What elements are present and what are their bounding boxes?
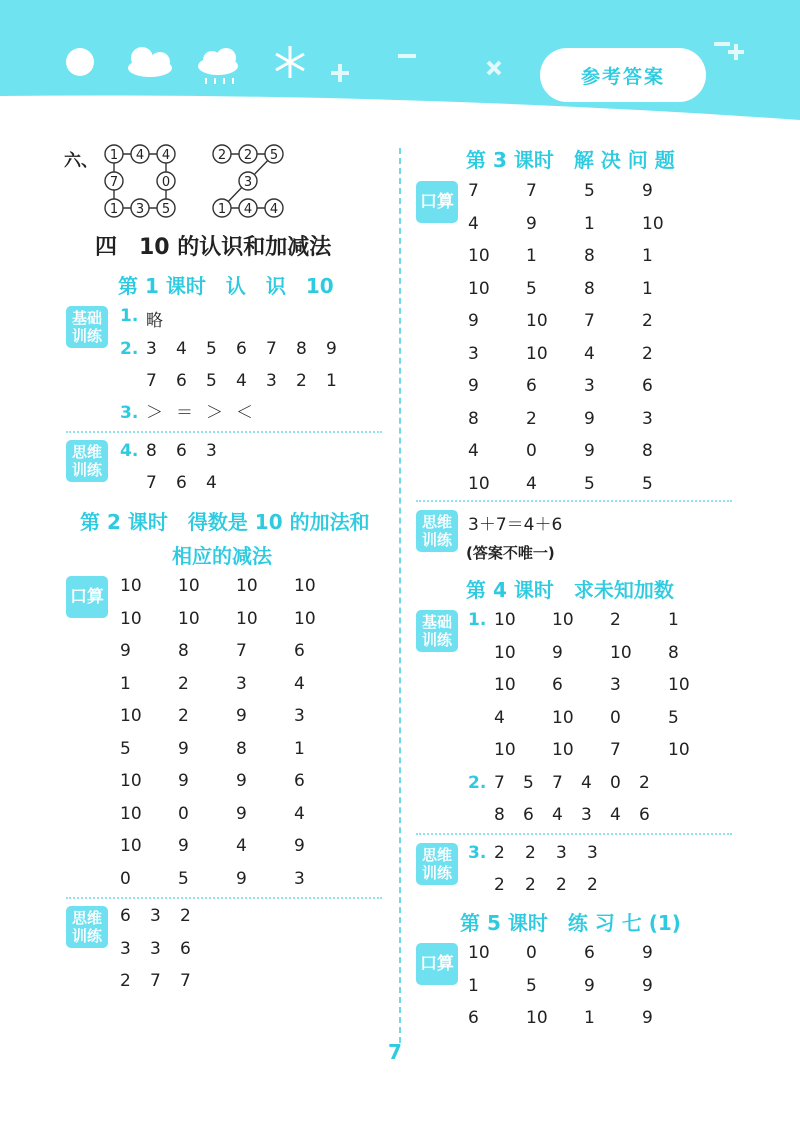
answer-value: 10 bbox=[120, 836, 142, 856]
answer-value: 0 bbox=[178, 803, 189, 824]
answer-value: 6 bbox=[176, 473, 187, 493]
answer-text: 略 bbox=[146, 311, 163, 331]
answer-value: 9 bbox=[468, 376, 479, 396]
answer-value: 2 bbox=[526, 408, 537, 429]
answer-value: 7 bbox=[236, 641, 247, 661]
answer-value: 3 bbox=[120, 938, 131, 959]
answer-value: 0 bbox=[610, 773, 621, 793]
answer-value: 4 bbox=[176, 339, 187, 359]
answer-value: 5 bbox=[120, 738, 131, 759]
answer-value: 8 bbox=[468, 408, 479, 429]
answer-value: 7 bbox=[150, 971, 161, 991]
tag-thinking-training: 思维 训练 bbox=[66, 906, 108, 948]
answer-value: 9 bbox=[294, 836, 305, 856]
answer-value: 10 bbox=[120, 771, 142, 791]
answer-value: 2 bbox=[556, 875, 567, 895]
answer-value: 10 bbox=[526, 343, 548, 364]
answer-value: 4 bbox=[294, 803, 305, 824]
answer-value: 3 bbox=[468, 343, 479, 364]
answer-value: 4 bbox=[610, 805, 621, 825]
answer-value: 3 bbox=[556, 843, 567, 863]
answer-value: 2 bbox=[178, 673, 189, 694]
answer-value: 4 bbox=[494, 707, 505, 728]
answer-value: 9 bbox=[642, 943, 653, 963]
answer-value: 8 bbox=[668, 642, 679, 663]
answer-value: 2 bbox=[639, 773, 650, 793]
answer-value: 9 bbox=[642, 181, 653, 201]
answer-value: 6 bbox=[236, 339, 247, 359]
answer-value: 9 bbox=[236, 868, 247, 889]
answer-value: 10 bbox=[120, 706, 142, 726]
answer-value: 6 bbox=[552, 675, 563, 695]
answer-value: 10 bbox=[120, 576, 142, 596]
answer-value: 9 bbox=[584, 408, 595, 429]
lesson-2-title-line2: 相应的减法 bbox=[172, 544, 272, 568]
answer-value: 4 bbox=[236, 836, 247, 856]
answer-value: 1 bbox=[468, 975, 479, 996]
answer-value: 7 bbox=[266, 339, 277, 359]
answer-value: 10 bbox=[668, 740, 690, 760]
answer-value: 8 bbox=[146, 441, 157, 461]
answer-value: 3 bbox=[150, 906, 161, 926]
answer-value: 10 bbox=[552, 610, 574, 630]
answer-value: 6 bbox=[176, 441, 187, 461]
tag-oral-calc: 口算 bbox=[416, 943, 458, 985]
answer-value: 6 bbox=[639, 805, 650, 825]
lesson-4-title: 第 4 课时 求未知加数 bbox=[466, 578, 674, 602]
answer-value: 2 bbox=[587, 875, 598, 895]
answer-value: 4 bbox=[468, 441, 479, 461]
answer-value: 9 bbox=[526, 213, 537, 234]
answer-value: 6 bbox=[120, 906, 131, 926]
answer-value: 9 bbox=[642, 1008, 653, 1028]
answer-value: 5 bbox=[206, 339, 217, 359]
answer-value: 10 bbox=[120, 803, 142, 824]
tag-basic-training: 基础 训练 bbox=[66, 306, 108, 348]
answer-value: 9 bbox=[584, 441, 595, 461]
answer-value: 4 bbox=[581, 773, 592, 793]
tag-thinking-training: 思维 训练 bbox=[416, 510, 458, 552]
answer-value: ＝ bbox=[176, 403, 193, 423]
answer-value: 2 bbox=[525, 843, 536, 863]
answer-value: 3 bbox=[150, 938, 161, 959]
answer-value: 4 bbox=[294, 673, 305, 694]
sun-icon bbox=[66, 48, 94, 76]
answer-value: 9 bbox=[120, 641, 131, 661]
diagram1-cell: 3 bbox=[135, 202, 145, 217]
answer-value: 3 bbox=[581, 805, 592, 825]
diagram2-cell: 4 bbox=[243, 202, 253, 217]
answer-value: 9 bbox=[178, 836, 189, 856]
chapter-title: 四 10 的认识和加减法 bbox=[95, 235, 332, 260]
answer-value: 10 bbox=[552, 707, 574, 728]
answer-value: 10 bbox=[468, 278, 490, 299]
question-number: 2. bbox=[120, 339, 139, 359]
diagram2-cell: 4 bbox=[269, 202, 279, 217]
answer-value: 3 bbox=[146, 339, 157, 359]
answer-value: 2 bbox=[120, 971, 131, 991]
answer-value: 1 bbox=[668, 610, 679, 630]
answer-value: 10 bbox=[468, 246, 490, 266]
answer-value: 2 bbox=[494, 875, 505, 895]
answer-value: 10 bbox=[120, 608, 142, 629]
answer-value: 9 bbox=[584, 975, 595, 996]
answer-value: 10 bbox=[178, 608, 200, 629]
answer-value: 5 bbox=[668, 707, 679, 728]
diagram1-cell: 1 bbox=[109, 202, 119, 217]
answer-value: 3 bbox=[584, 376, 595, 396]
answer-value: 9 bbox=[552, 642, 563, 663]
answer-value: 5 bbox=[178, 868, 189, 889]
answer-value: 6 bbox=[526, 376, 537, 396]
diagram2-cell: 2 bbox=[217, 148, 227, 163]
diagram2-cell: 2 bbox=[243, 148, 253, 163]
answer-value: 9 bbox=[642, 975, 653, 996]
answer-value: 5 bbox=[584, 181, 595, 201]
answer-value: 5 bbox=[584, 473, 595, 494]
diagram2-cell: 1 bbox=[217, 202, 227, 217]
answer-value: 8 bbox=[236, 738, 247, 759]
answer-value: 3 bbox=[294, 868, 305, 889]
answer-value: 1 bbox=[326, 371, 337, 391]
answer-value: 10 bbox=[494, 610, 516, 630]
answer-value: 8 bbox=[642, 441, 653, 461]
answer-note: (答案不唯一) bbox=[466, 544, 555, 562]
answer-value: 6 bbox=[523, 805, 534, 825]
lesson-3-title: 第 3 课时 解 决 问 题 bbox=[466, 148, 675, 172]
column-divider bbox=[399, 148, 401, 1043]
answer-value: 9 bbox=[236, 803, 247, 824]
diagram1-cell: 4 bbox=[135, 148, 145, 163]
answer-value: 0 bbox=[610, 707, 621, 728]
answer-value: 10 bbox=[610, 642, 632, 663]
answer-value: 1 bbox=[642, 246, 653, 266]
answer-value: 10 bbox=[552, 740, 574, 760]
answer-value: 2 bbox=[642, 343, 653, 364]
section-separator bbox=[416, 833, 732, 835]
answer-value: 6 bbox=[584, 943, 595, 963]
answer-value: 0 bbox=[120, 868, 131, 889]
diagram1-cell: 4 bbox=[161, 148, 171, 163]
answer-value: 9 bbox=[468, 311, 479, 331]
answer-value: 2 bbox=[610, 610, 621, 630]
answer-value: 7 bbox=[610, 740, 621, 760]
answer-value: 10 bbox=[294, 608, 316, 629]
answer-value: 7 bbox=[526, 181, 537, 201]
answer-value: 5 bbox=[526, 975, 537, 996]
answer-value: 1 bbox=[526, 246, 537, 266]
section-separator bbox=[66, 897, 382, 899]
answer-value: 3 bbox=[206, 441, 217, 461]
tag-oral-calc: 口算 bbox=[66, 576, 108, 618]
question-number: 4. bbox=[120, 441, 139, 461]
answer-badge: 参考答案 bbox=[540, 48, 706, 102]
answer-value: 3 bbox=[236, 673, 247, 694]
answer-value: 8 bbox=[584, 278, 595, 299]
answer-value: 2 bbox=[642, 311, 653, 331]
diagram1-cell: 5 bbox=[161, 202, 171, 217]
answer-value: ＞ bbox=[146, 403, 163, 423]
answer-value: 0 bbox=[526, 943, 537, 963]
equation-answer: 3＋7＝4＋6 bbox=[468, 515, 563, 535]
diagram2-cell: 3 bbox=[243, 175, 253, 190]
answer-value: 2 bbox=[525, 875, 536, 895]
section-six-label: 六、 bbox=[64, 151, 98, 171]
question-number: 1. bbox=[120, 306, 139, 326]
answer-value: 10 bbox=[494, 642, 516, 663]
answer-value: 6 bbox=[294, 771, 305, 791]
answer-value: 5 bbox=[526, 278, 537, 299]
answer-value: 3 bbox=[294, 706, 305, 726]
question-number: 3. bbox=[468, 843, 487, 863]
tag-oral-calc: 口算 bbox=[416, 181, 458, 223]
answer-value: 10 bbox=[468, 473, 490, 494]
answer-value: 10 bbox=[468, 943, 490, 963]
answer-value: 6 bbox=[176, 371, 187, 391]
section-separator bbox=[66, 431, 382, 433]
answer-value: 10 bbox=[294, 576, 316, 596]
answer-value: 3 bbox=[642, 408, 653, 429]
answer-value: 9 bbox=[178, 738, 189, 759]
answer-value: 10 bbox=[526, 311, 548, 331]
answer-value: 10 bbox=[494, 740, 516, 760]
lesson-5-title: 第 5 课时 练 习 七 (1) bbox=[460, 911, 681, 935]
answer-value: 9 bbox=[236, 706, 247, 726]
answer-value: 10 bbox=[494, 675, 516, 695]
answer-value: 7 bbox=[180, 971, 191, 991]
answer-value: 1 bbox=[120, 673, 131, 694]
question-number: 2. bbox=[468, 773, 487, 793]
answer-value: 6 bbox=[180, 938, 191, 959]
answer-value: 5 bbox=[642, 473, 653, 494]
answer-value: 7 bbox=[146, 371, 157, 391]
tag-thinking-training: 思维 训练 bbox=[66, 440, 108, 482]
answer-value: 1 bbox=[584, 213, 595, 234]
lesson-2-title: 第 2 课时 得数是 10 的加法和 bbox=[80, 510, 370, 534]
answer-value: 4 bbox=[236, 371, 247, 391]
answer-value: 7 bbox=[552, 773, 563, 793]
answer-value: 3 bbox=[610, 675, 621, 695]
answer-value: 2 bbox=[180, 906, 191, 926]
answer-value: 7 bbox=[468, 181, 479, 201]
answer-value: 4 bbox=[526, 473, 537, 494]
answer-value: 10 bbox=[236, 608, 258, 629]
answer-value: 4 bbox=[206, 473, 217, 493]
answer-value: ＞ bbox=[206, 403, 223, 423]
number-diagram-1 bbox=[100, 142, 180, 222]
answer-value: 1 bbox=[642, 278, 653, 299]
diagram1-cell: 1 bbox=[109, 148, 119, 163]
answer-value: 2 bbox=[494, 843, 505, 863]
answer-value: 10 bbox=[236, 576, 258, 596]
diagram2-cell: 5 bbox=[269, 148, 279, 163]
answer-value: 2 bbox=[178, 706, 189, 726]
answer-value: 8 bbox=[296, 339, 307, 359]
answer-value: 5 bbox=[523, 773, 534, 793]
answer-value: 4 bbox=[552, 805, 563, 825]
answer-value: 9 bbox=[178, 771, 189, 791]
answer-value: 6 bbox=[294, 641, 305, 661]
answer-value: 6 bbox=[468, 1008, 479, 1028]
tag-thinking-training: 思维 训练 bbox=[416, 843, 458, 885]
answer-value: 10 bbox=[642, 213, 664, 234]
answer-value: ＜ bbox=[236, 403, 253, 423]
answer-value: 5 bbox=[206, 371, 217, 391]
answer-value: 1 bbox=[584, 1008, 595, 1028]
lesson-1-title: 第 1 课时 认 识 10 bbox=[118, 274, 334, 298]
answer-value: 10 bbox=[526, 1008, 548, 1028]
answer-value: 8 bbox=[584, 246, 595, 266]
answer-value: 7 bbox=[584, 311, 595, 331]
question-number: 1. bbox=[468, 610, 487, 630]
answer-value: 9 bbox=[326, 339, 337, 359]
answer-value: 7 bbox=[146, 473, 157, 493]
answer-value: 4 bbox=[468, 213, 479, 234]
answer-value: 9 bbox=[236, 771, 247, 791]
answer-value: 4 bbox=[584, 343, 595, 364]
answer-value: 3 bbox=[587, 843, 598, 863]
answer-value: 7 bbox=[494, 773, 505, 793]
number-diagram-2 bbox=[208, 142, 288, 222]
answer-value: 2 bbox=[296, 371, 307, 391]
answer-value: 10 bbox=[668, 675, 690, 695]
answer-value: 8 bbox=[178, 641, 189, 661]
answer-value: 0 bbox=[526, 441, 537, 461]
diagram1-cell: 0 bbox=[161, 175, 171, 190]
answer-value: 1 bbox=[294, 738, 305, 759]
page-number: 7 bbox=[388, 1040, 402, 1064]
answer-value: 6 bbox=[642, 376, 653, 396]
answer-value: 3 bbox=[266, 371, 277, 391]
section-separator bbox=[416, 500, 732, 502]
answer-value: 10 bbox=[178, 576, 200, 596]
answer-value: 8 bbox=[494, 805, 505, 825]
header-band bbox=[0, 0, 800, 120]
diagram1-cell: 7 bbox=[109, 175, 119, 190]
question-number: 3. bbox=[120, 403, 139, 423]
tag-basic-training: 基础 训练 bbox=[416, 610, 458, 652]
